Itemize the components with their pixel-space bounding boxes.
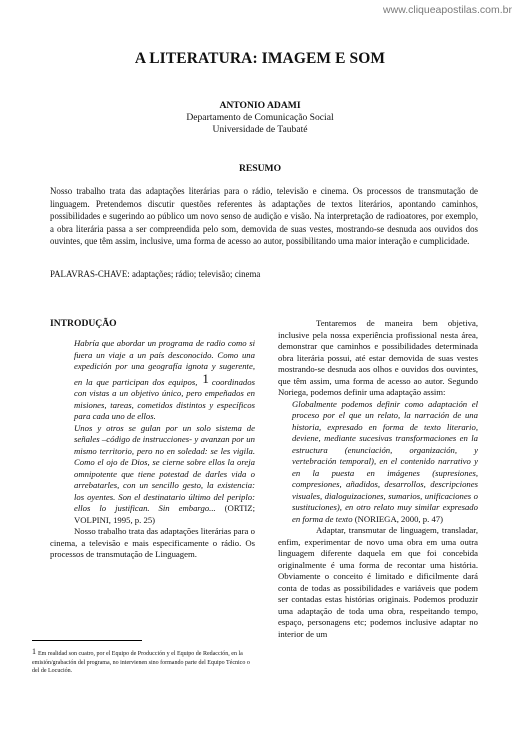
intro-paragraph-1: Nosso trabalho trata das adaptações literárias para o cinema, a televisão e mais especificamente o rádio. Os processos de transmutação de Linguagem. <box>50 526 255 559</box>
footnote-divider <box>32 640 142 641</box>
author-department: Departamento de Comunicação Social <box>186 112 334 123</box>
right-paragraph-2: Adaptar, transmutar de linguagem, transladar, enfim, experimentar de novo uma obra em uma outra linguagem diferente daquela em que foi concebida originalmente é uma forma de recontar uma história. Obviamente o conceito é limitado e dificilmente dará conta de todas as possibilidades e variáveis que podem ser contadas estas histórias originais. Podemos produzir uma adaptação de toda uma obra, respeitando tempo, espaço, personagens etc; podemos inclusive adaptar no interior de um <box>278 525 478 639</box>
author-name: ANTONIO ADAMI <box>219 100 301 111</box>
left-column <box>50 338 255 561</box>
abstract-text <box>50 185 478 248</box>
site-watermark: www.cliqueapostilas.com.br <box>383 4 512 16</box>
epigraph-paragraph-1 <box>74 338 255 423</box>
footnote-number: 1 <box>32 647 36 656</box>
epigraph-text-a: Habría que abordar un programa de radio como si fuera un viaje a un país desconocido. Como una expedición por una geografía ignota y sugerente, en la que participan dos equipos, <box>74 338 255 387</box>
keywords: PALAVRAS-CHAVE: adaptações; rádio; televisão; cinema <box>50 269 261 279</box>
page-title: A LITERATURA: IMAGEM E SOM <box>134 50 386 67</box>
noriega-quote-text: Globalmente podemos definir como adaptación el proceso por el que un relato, la narración de una historia, expresado en forma de texto literario, deviene, mediante sucesivas transformaciones en la estructura (enunciación, organización, y vertebración temporal), en el contenido narrativo y en la puesta en imágenes (supresiones, compresiones, añadidos, desarrollos, descripciones visuales, dialoguizaciones, sumarios, unificaciones o sustituciones), en otro relato muy similar expresado en forma de texto <box>292 398 478 524</box>
epigraph-quote <box>74 338 255 526</box>
epigraph-paragraph-2 <box>74 423 255 527</box>
epigraph-text-b: coordinados con vistas a un objetivo único, pero empeñados en misiones, tareas, cometidos distintos y específicos para cada uno de ellos. <box>74 376 255 421</box>
epigraph-text-c: Unos y otros se gulan por un solo sistema de señales –código de instrucciones- y avanzan por un mismo territorio, pero no en soledad: se les vigila. Como el ojo de Dios, se cierne sobre ellos la oreja omnipotente que tiene potestad de darles vida o arrebatarles, con un sencillo gesto, la existencia: los oyentes. Son el destinatario último del periplo: ellos lo justifican. Sin embargo... <box>74 422 255 513</box>
author-block <box>0 100 520 136</box>
author-university: Universidade de Taubaté <box>212 124 308 135</box>
footnote-marker[interactable]: 1 <box>202 370 209 386</box>
right-paragraph-1: Tentaremos de maneira bem objetiva, inclusive pela nossa experiência profissional nesta área, demonstrar que caminhos e possibilidades determinada obra literária possui, até estar demovida de suas vestes mostrando-se desnuda aos olhos e ouvidos dos ouvintes, que têm assim, uma forma de acesso ao autor. Segundo Noriega, podemos definir uma adaptação assim: <box>278 318 478 397</box>
abstract-paragraph: Nosso trabalho trata das adaptações literárias para o rádio, televisão e cinema. Os processos de transmutação de linguagem. Pretendemos discutir questões referentes às adaptações de textos literários, apontando caminhos, possibilidades e sugerindo ao público um novo senso de audição e visão. Na interpretação de radioatores, por exemplo, a obra literária passa a ser compreendida pelo som, demovida de suas vestes, mostrando-se desnuda aos ouvidos dos ouvintes, que têm assim, inclusive, uma forma de acesso ao autor, possibilitando uma maior interação e cumplicidade. <box>50 186 478 247</box>
introduction-heading: INTRODUÇÃO <box>50 318 117 329</box>
footnote <box>32 648 250 676</box>
epigraph-citation: (ORTIZ; VOLPINI, 1995, p. 25) <box>74 503 256 525</box>
footnote-text: Em realidad son cuatro, por el Equipo de Producción y el Equipo de Redacción, en la emisión/grabación del programa, no intervienen sino formando parte del Equipo Técnico o del de Locución. <box>32 651 250 675</box>
abstract-heading: RESUMO <box>238 163 282 174</box>
noriega-quote <box>292 399 478 526</box>
right-column <box>278 318 478 640</box>
noriega-citation: (NORIEGA, 2000, p. 47) <box>354 513 444 524</box>
